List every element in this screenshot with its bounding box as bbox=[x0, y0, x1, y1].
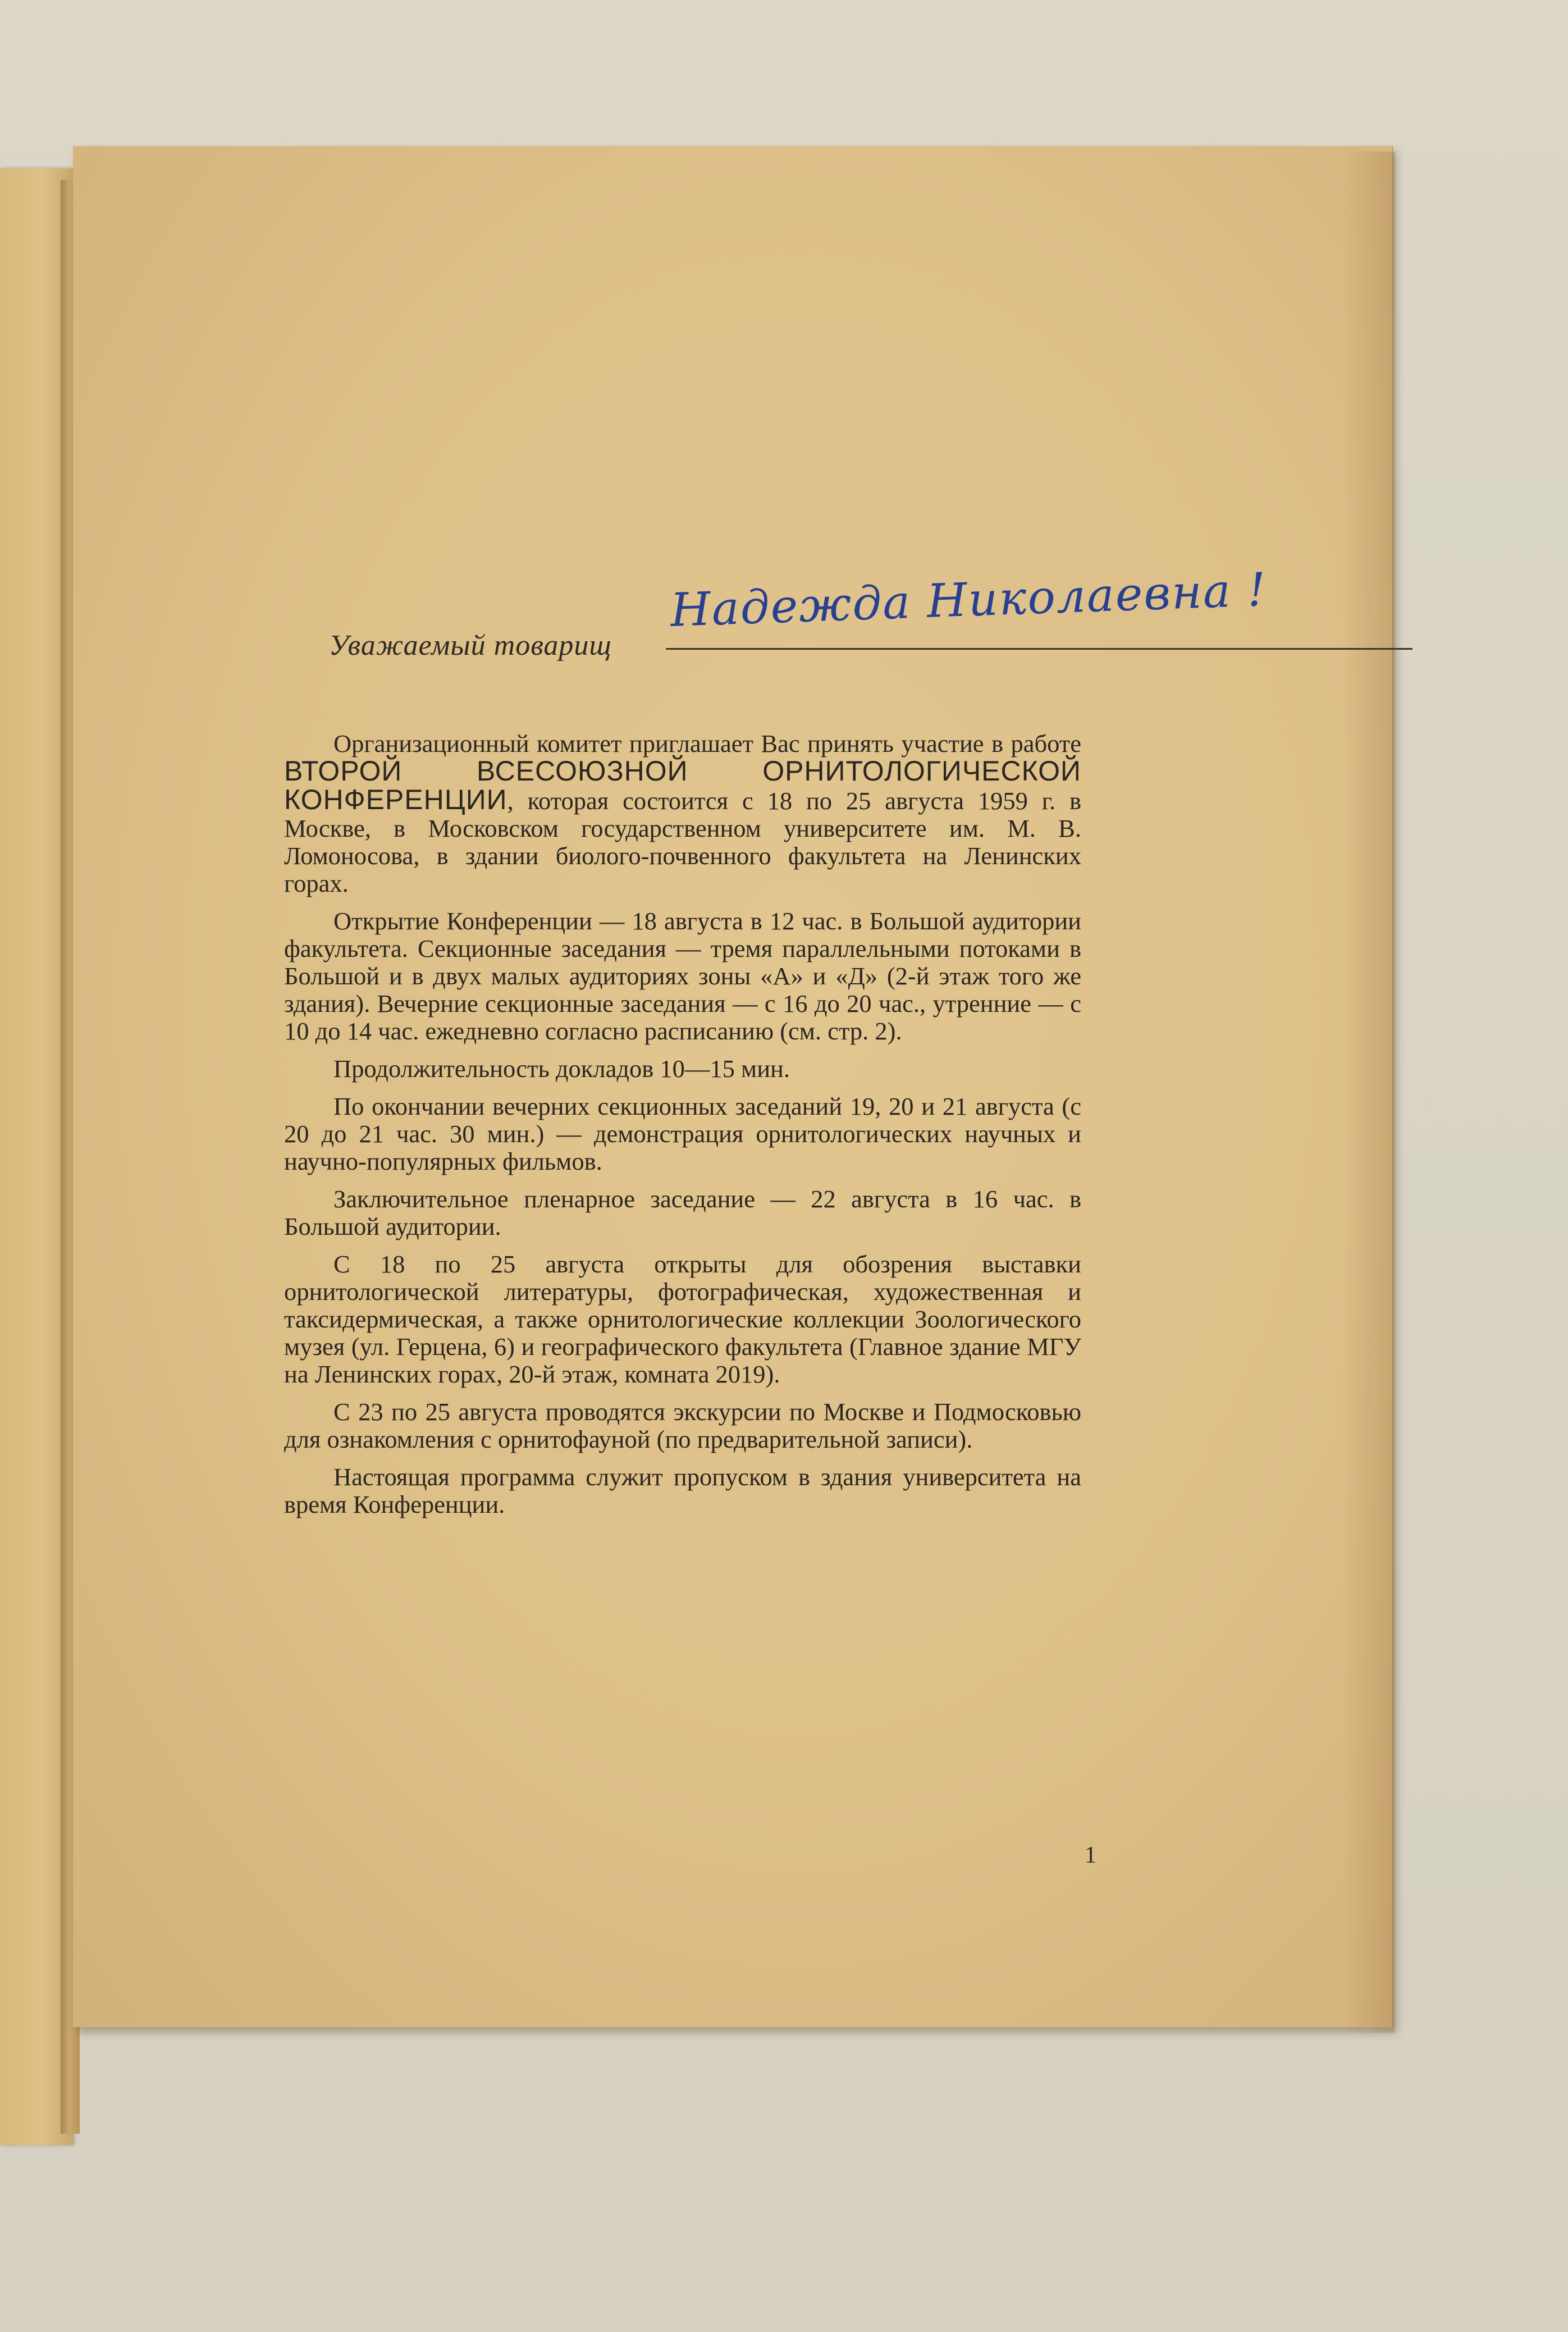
paragraph-invitation-text-end: , которая состоится с 18 по 25 августа 1959 г. в Москве, в Московском государственном университете им. М. В. Ломоносова, в здании биолого-почвенного факультета на Ленинских горах. bbox=[284, 787, 1081, 897]
paragraph-invitation bbox=[284, 730, 1081, 897]
paragraph-exhibitions: С 18 по 25 августа открыты для обозрения выставки орнитологической литературы, фотографическая, художественная и таксидермическая, а также орнитологические коллекции Зоологического музея (ул. Герцена, 6) и географического факультета (Главное здание МГУ на Ленинских горах, 20-й этаж, комната 2019). bbox=[284, 1250, 1081, 1388]
paragraph-duration: Продолжительность докладов 10—15 мин. bbox=[333, 1055, 790, 1083]
paragraph-pass: Настоящая программа служит пропуском в здания университета на время Конференции. bbox=[284, 1463, 1081, 1518]
conference-title: ВТОРОЙ ВСЕСОЮЗНОЙ ОРНИТОЛОГИЧЕСКОЙ КОНФЕРЕНЦИИ bbox=[284, 755, 1081, 815]
fill-in-line bbox=[666, 648, 1412, 650]
paragraph-films: По окончании вечерних секционных заседаний 19, 20 и 21 августа (с 20 до 21 час. 30 мин.) — демонстрация орнитологических научных и научно-популярных фильмов. bbox=[284, 1092, 1081, 1175]
salutation-label: Уважаемый товарищ bbox=[329, 629, 612, 661]
letter-body bbox=[284, 730, 1081, 1528]
salutation bbox=[329, 563, 1340, 679]
handwritten-name: Надежда Николаевна ! bbox=[669, 563, 1268, 637]
paragraph-excursions: С 23 по 25 августа проводятся экскурсии по Москве и Подмосковью для ознакомления с орнитофауной (по предварительной записи). bbox=[284, 1398, 1081, 1453]
page-number: 1 bbox=[1085, 1842, 1096, 1868]
paragraph-invitation-text: Организационный комитет приглашает Вас принять участие в работе bbox=[333, 729, 1081, 757]
paragraph-opening: Открытие Конференции — 18 августа в 12 час. в Большой аудитории факультета. Секционные заседания — тремя параллельными потоками в Большой и в двух малых аудиториях зоны «А» и «Д» (2-й этаж того же здания). Вечерние секционные заседания — с 16 до 20 час., утренние — с 10 до 14 час. ежедневно согласно расписанию (см. стр. 2). bbox=[284, 907, 1081, 1045]
paragraph-closing: Заключительное пленарное заседание — 22 августа в 16 час. в Большой аудитории. bbox=[284, 1185, 1081, 1240]
